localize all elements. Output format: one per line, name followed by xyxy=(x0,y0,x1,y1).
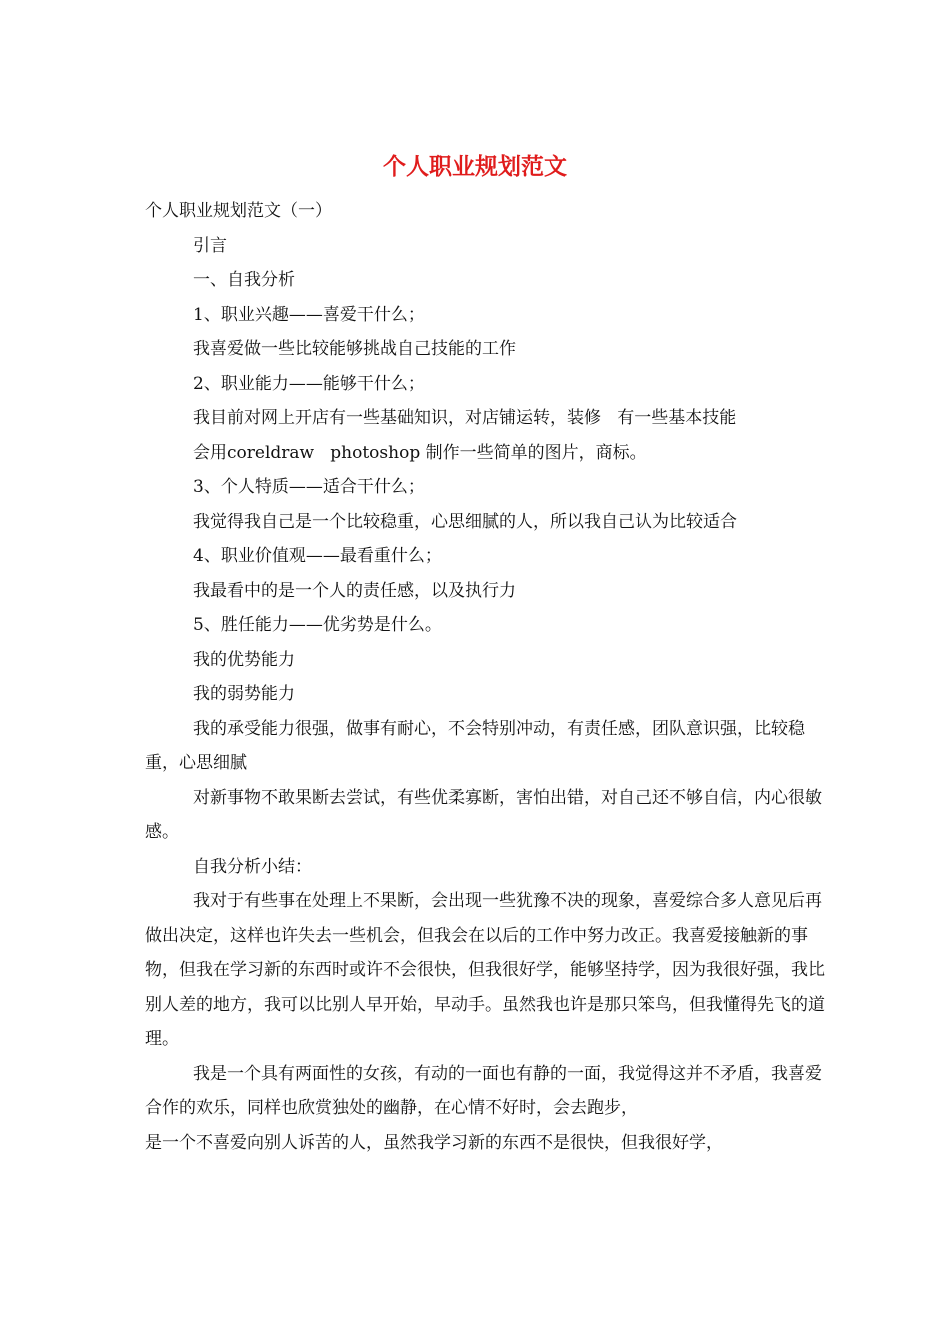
paragraph: 我的承受能力很强，做事有耐心，不会特别冲动，有责任感，团队意识强，比较稳重，心思细腻 xyxy=(145,718,805,773)
paragraph: 是一个不喜爱向别人诉苦的人，虽然我学习新的东西不是很快，但我很好学， xyxy=(145,1132,723,1153)
paragraph: 对新事物不敢果断去尝试，有些优柔寡断，害怕出错，对自己还不够自信，内心很敏感。 xyxy=(145,787,822,842)
paragraph-competency: 5、胜任能力——优劣势是什么。 xyxy=(193,615,442,635)
paragraph: 我觉得我自己是一个比较稳重，心思细腻的人，所以我自己认为比较适合 xyxy=(193,511,737,532)
document-title: 个人职业规划范文 xyxy=(383,153,567,180)
paragraph: 我喜爱做一些比较能够挑战自己技能的工作 xyxy=(193,339,516,359)
paragraph-ability: 2、职业能力——能够干什么； xyxy=(193,373,425,394)
paragraph-traits: 3、个人特质——适合干什么； xyxy=(193,477,425,497)
paragraph: 我目前对网上开店有一些基础知识，对店铺运转，装修 有一些基本技能 xyxy=(193,408,737,428)
paragraph-intro: 引言 xyxy=(193,235,227,256)
paragraph: 我对于有些事在处理上不果断，会出现一些犹豫不决的现象，喜爱综合多人意见后再做出决定，这样也许失去一些机会，但我会在以后的工作中努力改正。我喜爱接触新的事物，但我在学习新的东西时或许不会很快，但我很好学，能够坚持学，因为我很好强，我比别人差的地方，我可以比别人早开始，早动手。虽然我也许是那只笨鸟，但我懂得先飞的道理。 xyxy=(145,891,825,1049)
paragraph: 会用coreldraw photoshop 制作一些简单的图片，商标。 xyxy=(193,442,647,463)
paragraph: 我是一个具有两面性的女孩，有动的一面也有静的一面，我觉得这并不矛盾，我喜爱合作的欢乐，同样也欣赏独处的幽静，在心情不好时，会去跑步， xyxy=(145,1063,822,1118)
paragraph-values: 4、职业价值观——最看重什么； xyxy=(193,546,442,566)
paragraph-interest: 1、职业兴趣——喜爱干什么； xyxy=(193,304,425,325)
document-body xyxy=(145,194,825,1160)
paragraph: 我最看中的是一个人的责任感，以及执行力 xyxy=(193,580,516,601)
paragraph: 我的弱势能力 xyxy=(193,684,295,704)
paragraph: 我的优势能力 xyxy=(193,649,295,670)
paragraph-self-analysis: 一、自我分析 xyxy=(193,270,295,290)
section-heading: 个人职业规划范文（一） xyxy=(145,201,332,221)
paragraph-summary-heading: 自我分析小结： xyxy=(193,856,312,877)
